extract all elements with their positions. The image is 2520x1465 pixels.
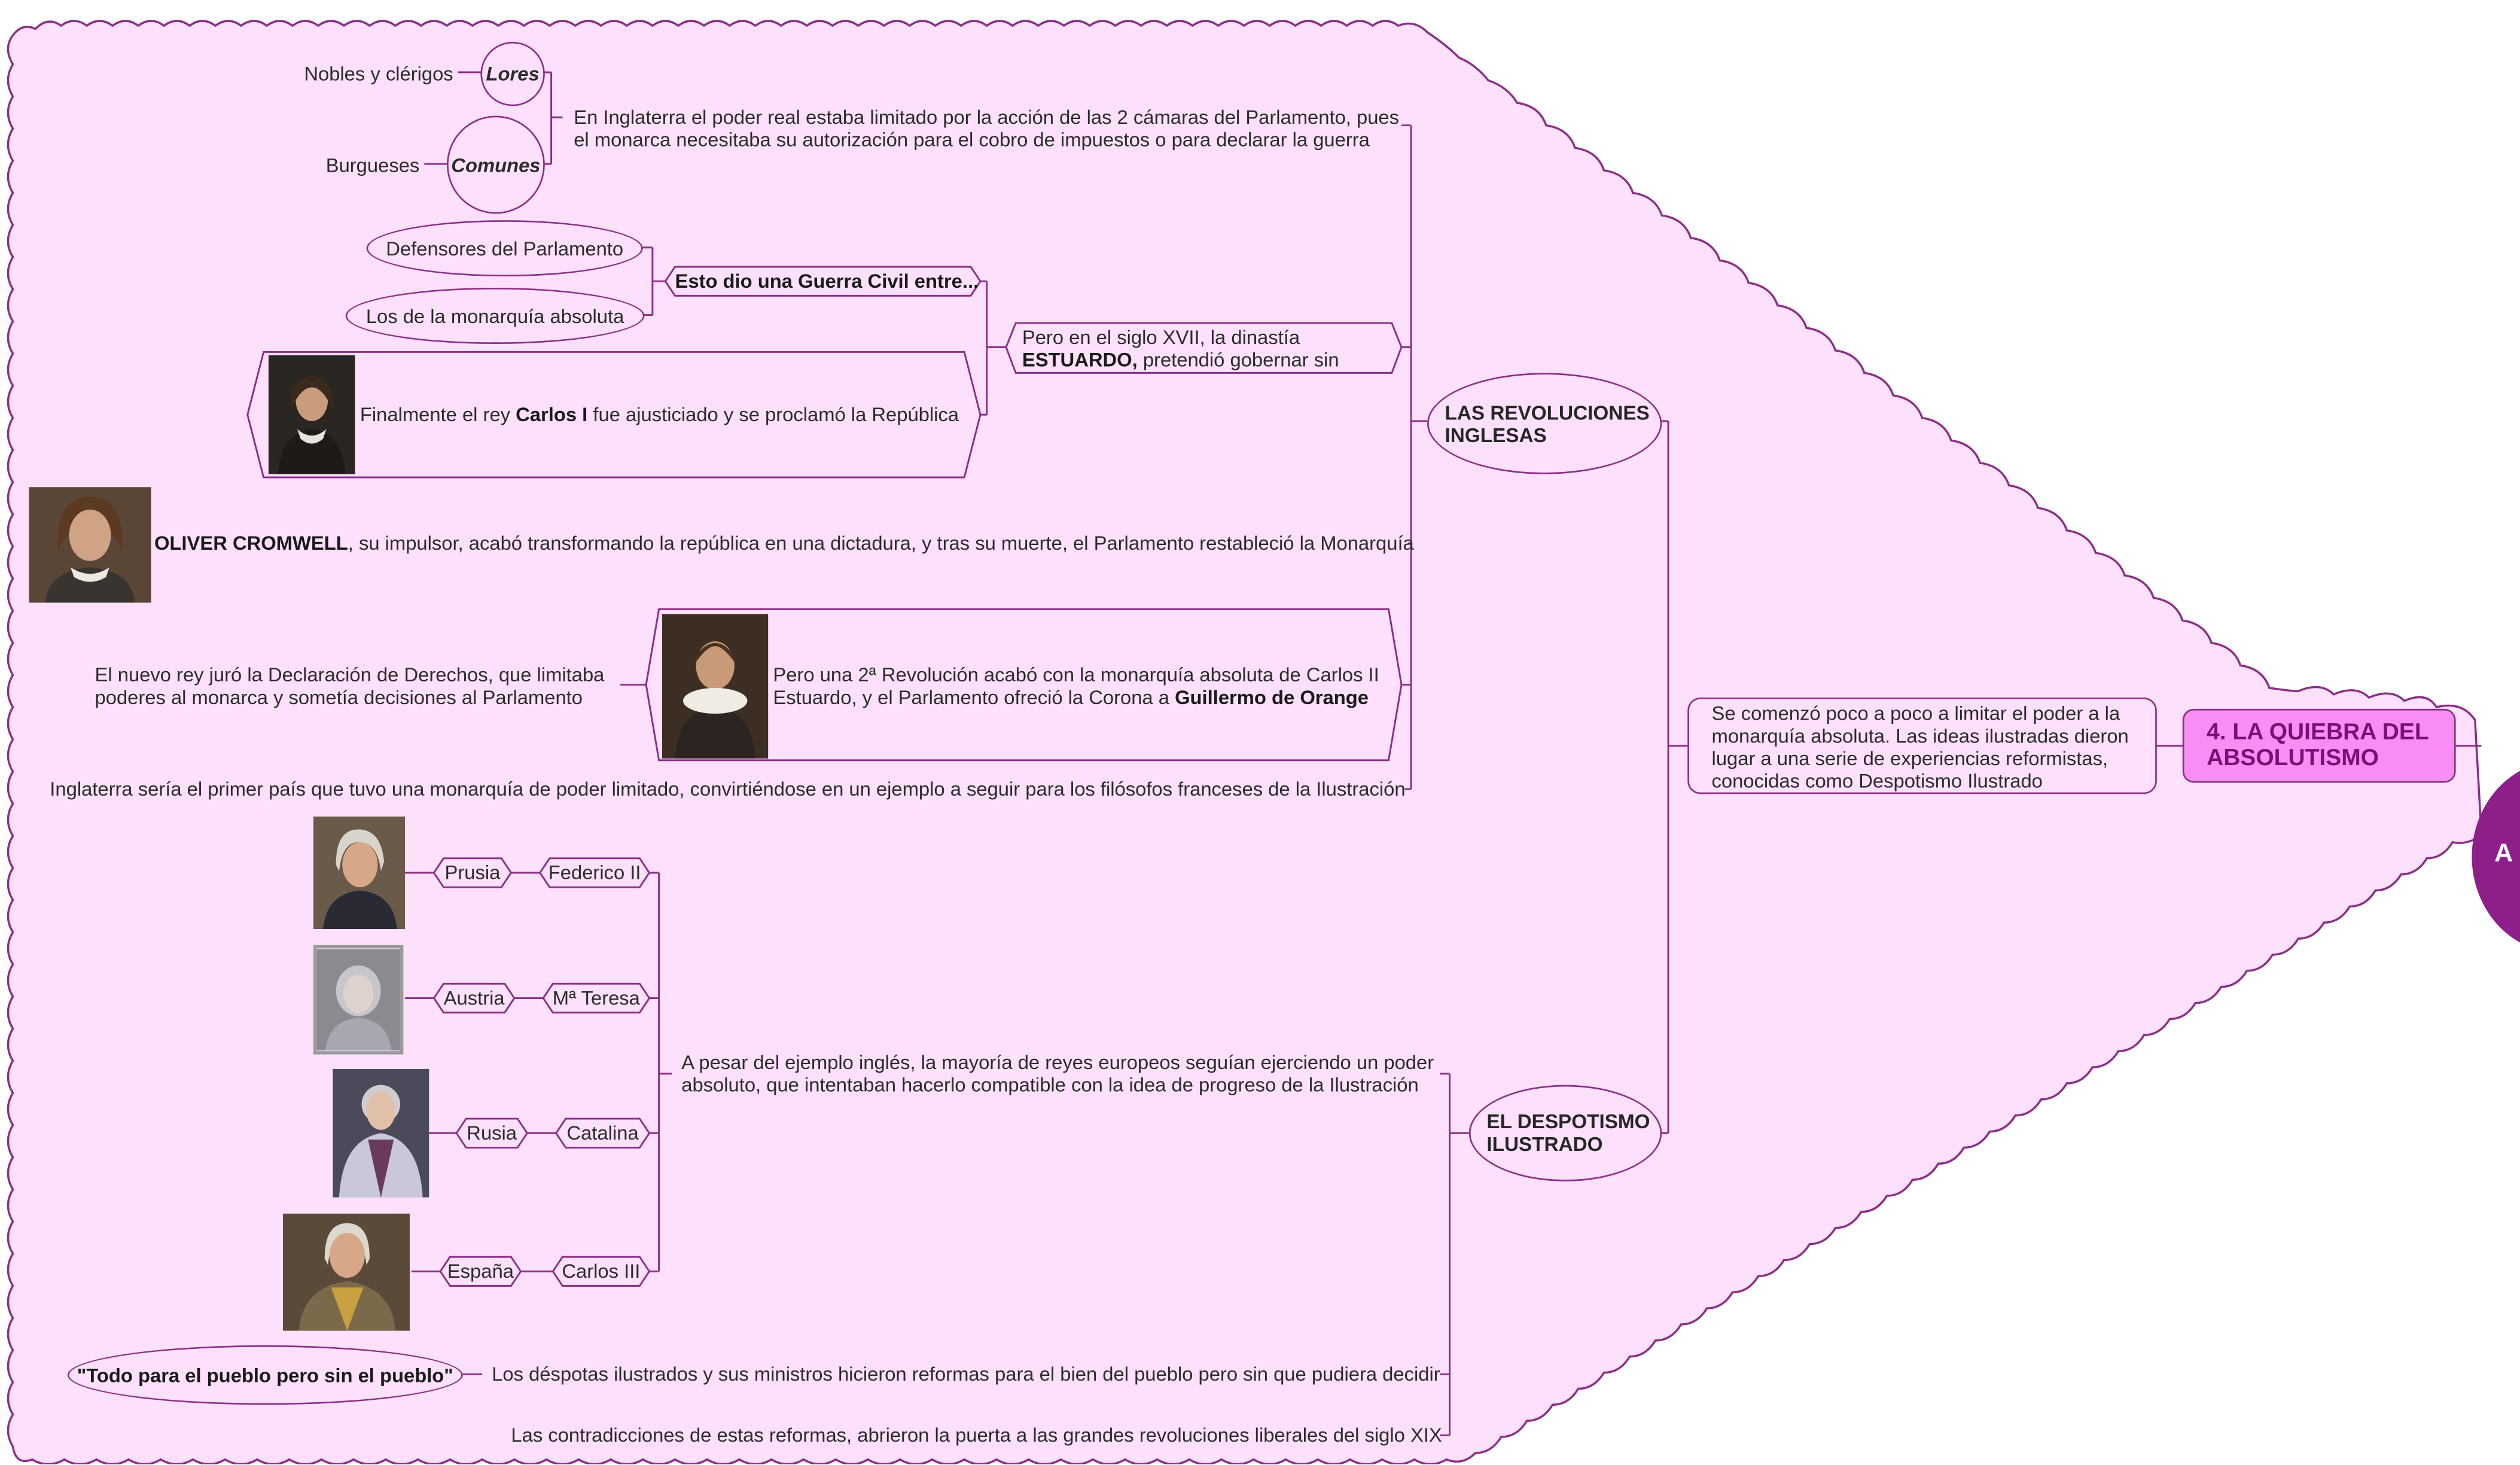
pais-prusia[interactable]: Prusia <box>444 861 501 884</box>
carlos-i-text[interactable] <box>360 403 959 426</box>
carlos-iii-portrait <box>283 1214 410 1331</box>
maria-teresa-portrait <box>313 945 403 1055</box>
declaracion-line2: poderes al monarca y sometía decisiones al Parlamento <box>95 686 583 709</box>
segunda-line1: Pero una 2ª Revolución acabó con la monarquía absoluta de Carlos II <box>773 663 1379 687</box>
reyes-europeos-text[interactable] <box>681 1051 1434 1096</box>
comunes-node[interactable]: Comunes <box>447 115 545 214</box>
estuardo-bold: ESTUARDO, <box>1022 349 1138 371</box>
federico-ii-portrait <box>313 817 405 929</box>
root-letter: A <box>2494 840 2513 868</box>
pais-espana[interactable]: España <box>447 1260 514 1283</box>
reyes-line2: absoluto, que intentaban hacerlo compatible con la idea de progreso de la Ilustración <box>681 1073 1419 1097</box>
cromwell-bold: OLIVER CROMWELL <box>154 532 348 555</box>
topic-revoluciones-line1: LAS REVOLUCIONES <box>1445 401 1650 424</box>
central-topic[interactable] <box>2183 709 2456 783</box>
nobles-clerigos-label: Nobles y clérigos <box>304 62 453 86</box>
lores-node[interactable]: Lores <box>480 42 544 106</box>
segunda-line2-bold: Guillermo de Orange <box>1175 686 1369 709</box>
rey-federico-ii[interactable]: Federico II <box>548 861 641 884</box>
cromwell-portrait <box>29 487 151 602</box>
estuardo-line1: Pero en el siglo XVII, la dinastía <box>1022 326 1300 349</box>
cromwell-rest: , su impulsor, acabó transformando la república en una dictadura, y tras su muerte, el Parlamento restableció la Monarquía <box>348 532 1414 555</box>
carlos-post: fue ajusticiado y se proclamó la República <box>587 403 959 427</box>
topic-revoluciones-inglesas[interactable] <box>1427 373 1662 474</box>
central-topic-line1: 4. LA QUIEBRA DEL <box>2207 720 2429 746</box>
monarquia-absoluta-node[interactable]: Los de la monarquía absoluta <box>346 288 645 344</box>
reyes-line1: A pesar del ejemplo inglés, la mayoría de reyes europeos seguían ejerciendo un poder <box>681 1051 1434 1074</box>
segunda-revolucion-text[interactable] <box>773 664 1379 709</box>
rey-carlos-iii[interactable]: Carlos III <box>562 1260 641 1283</box>
guerra-civil-node[interactable]: Esto dio una Guerra Civil entre... <box>675 270 979 293</box>
rey-maria-teresa[interactable]: Mª Teresa <box>552 986 640 1010</box>
topic-despotismo-line1: EL DESPOTISMO <box>1486 1110 1650 1134</box>
intro-line-3: lugar a una serie de experiencias reformistas, <box>1711 747 2108 770</box>
contradicciones-text[interactable]: Las contradicciones de estas reformas, abrieron la puerta a las grandes revoluciones liberales del siglo XIX <box>511 1424 1442 1447</box>
intro-line-1: Se comenzó poco a poco a limitar el poder a la <box>1711 702 2120 725</box>
inglaterra-text[interactable]: Inglaterra sería el primer país que tuvo una monarquía de poder limitado, convirtiéndose en un ejemplo a seguir para los filósofos franceses de la Ilustración <box>50 778 1406 801</box>
cromwell-text[interactable] <box>154 532 1414 555</box>
defensores-parlamento-node[interactable]: Defensores del Parlamento <box>367 220 643 276</box>
burgueses-label: Burgueses <box>325 154 420 177</box>
declaracion-line1: El nuevo rey juró la Declaración de Derechos, que limitaba <box>95 663 605 687</box>
rey-catalina[interactable]: Catalina <box>566 1122 639 1145</box>
topic-revoluciones-line2: INGLESAS <box>1445 423 1547 446</box>
parlamento-text <box>574 106 1399 151</box>
topic-despotismo-ilustrado[interactable] <box>1469 1085 1662 1181</box>
intro-box[interactable] <box>1687 698 2157 794</box>
guillermo-orange-portrait <box>662 614 768 759</box>
declaracion-derechos-text[interactable] <box>95 664 605 709</box>
parlamento-line2: el monarca necesitaba su autorización para el cobro de impuestos o para declarar la guerra <box>574 128 1370 151</box>
carlos-pre: Finalmente el rey <box>359 403 516 427</box>
reformas-text[interactable]: Los déspotas ilustrados y sus ministros hicieron reformas para el bien del pueblo pero sin que pudiera decidir <box>492 1363 1440 1386</box>
lema-node[interactable]: "Todo para el pueblo pero sin el pueblo" <box>68 1345 463 1405</box>
estuardo-node[interactable] <box>1022 326 1339 371</box>
catalina-portrait <box>333 1069 429 1198</box>
central-topic-line2: ABSOLUTISMO <box>2207 745 2379 772</box>
topic-despotismo-line2: ILUSTRADO <box>1486 1133 1603 1156</box>
intro-line-4: conocidas como Despotismo Ilustrado <box>1711 770 2043 793</box>
pais-rusia[interactable]: Rusia <box>467 1122 517 1145</box>
intro-line-2: monarquía absoluta. Las ideas ilustradas dieron <box>1711 724 2129 748</box>
carlos-bold: Carlos I <box>516 403 588 427</box>
estuardo-rest: pretendió gobernar sin <box>1137 349 1339 371</box>
parlamento-line1: En Inglaterra el poder real estaba limitado por la acción de las 2 cámaras del Parlamento, pues <box>574 106 1400 129</box>
pais-austria[interactable]: Austria <box>443 986 505 1010</box>
carlos-i-portrait <box>269 355 355 474</box>
segunda-line2-pre: Estuardo, y el Parlamento ofreció la Corona a <box>773 686 1175 709</box>
